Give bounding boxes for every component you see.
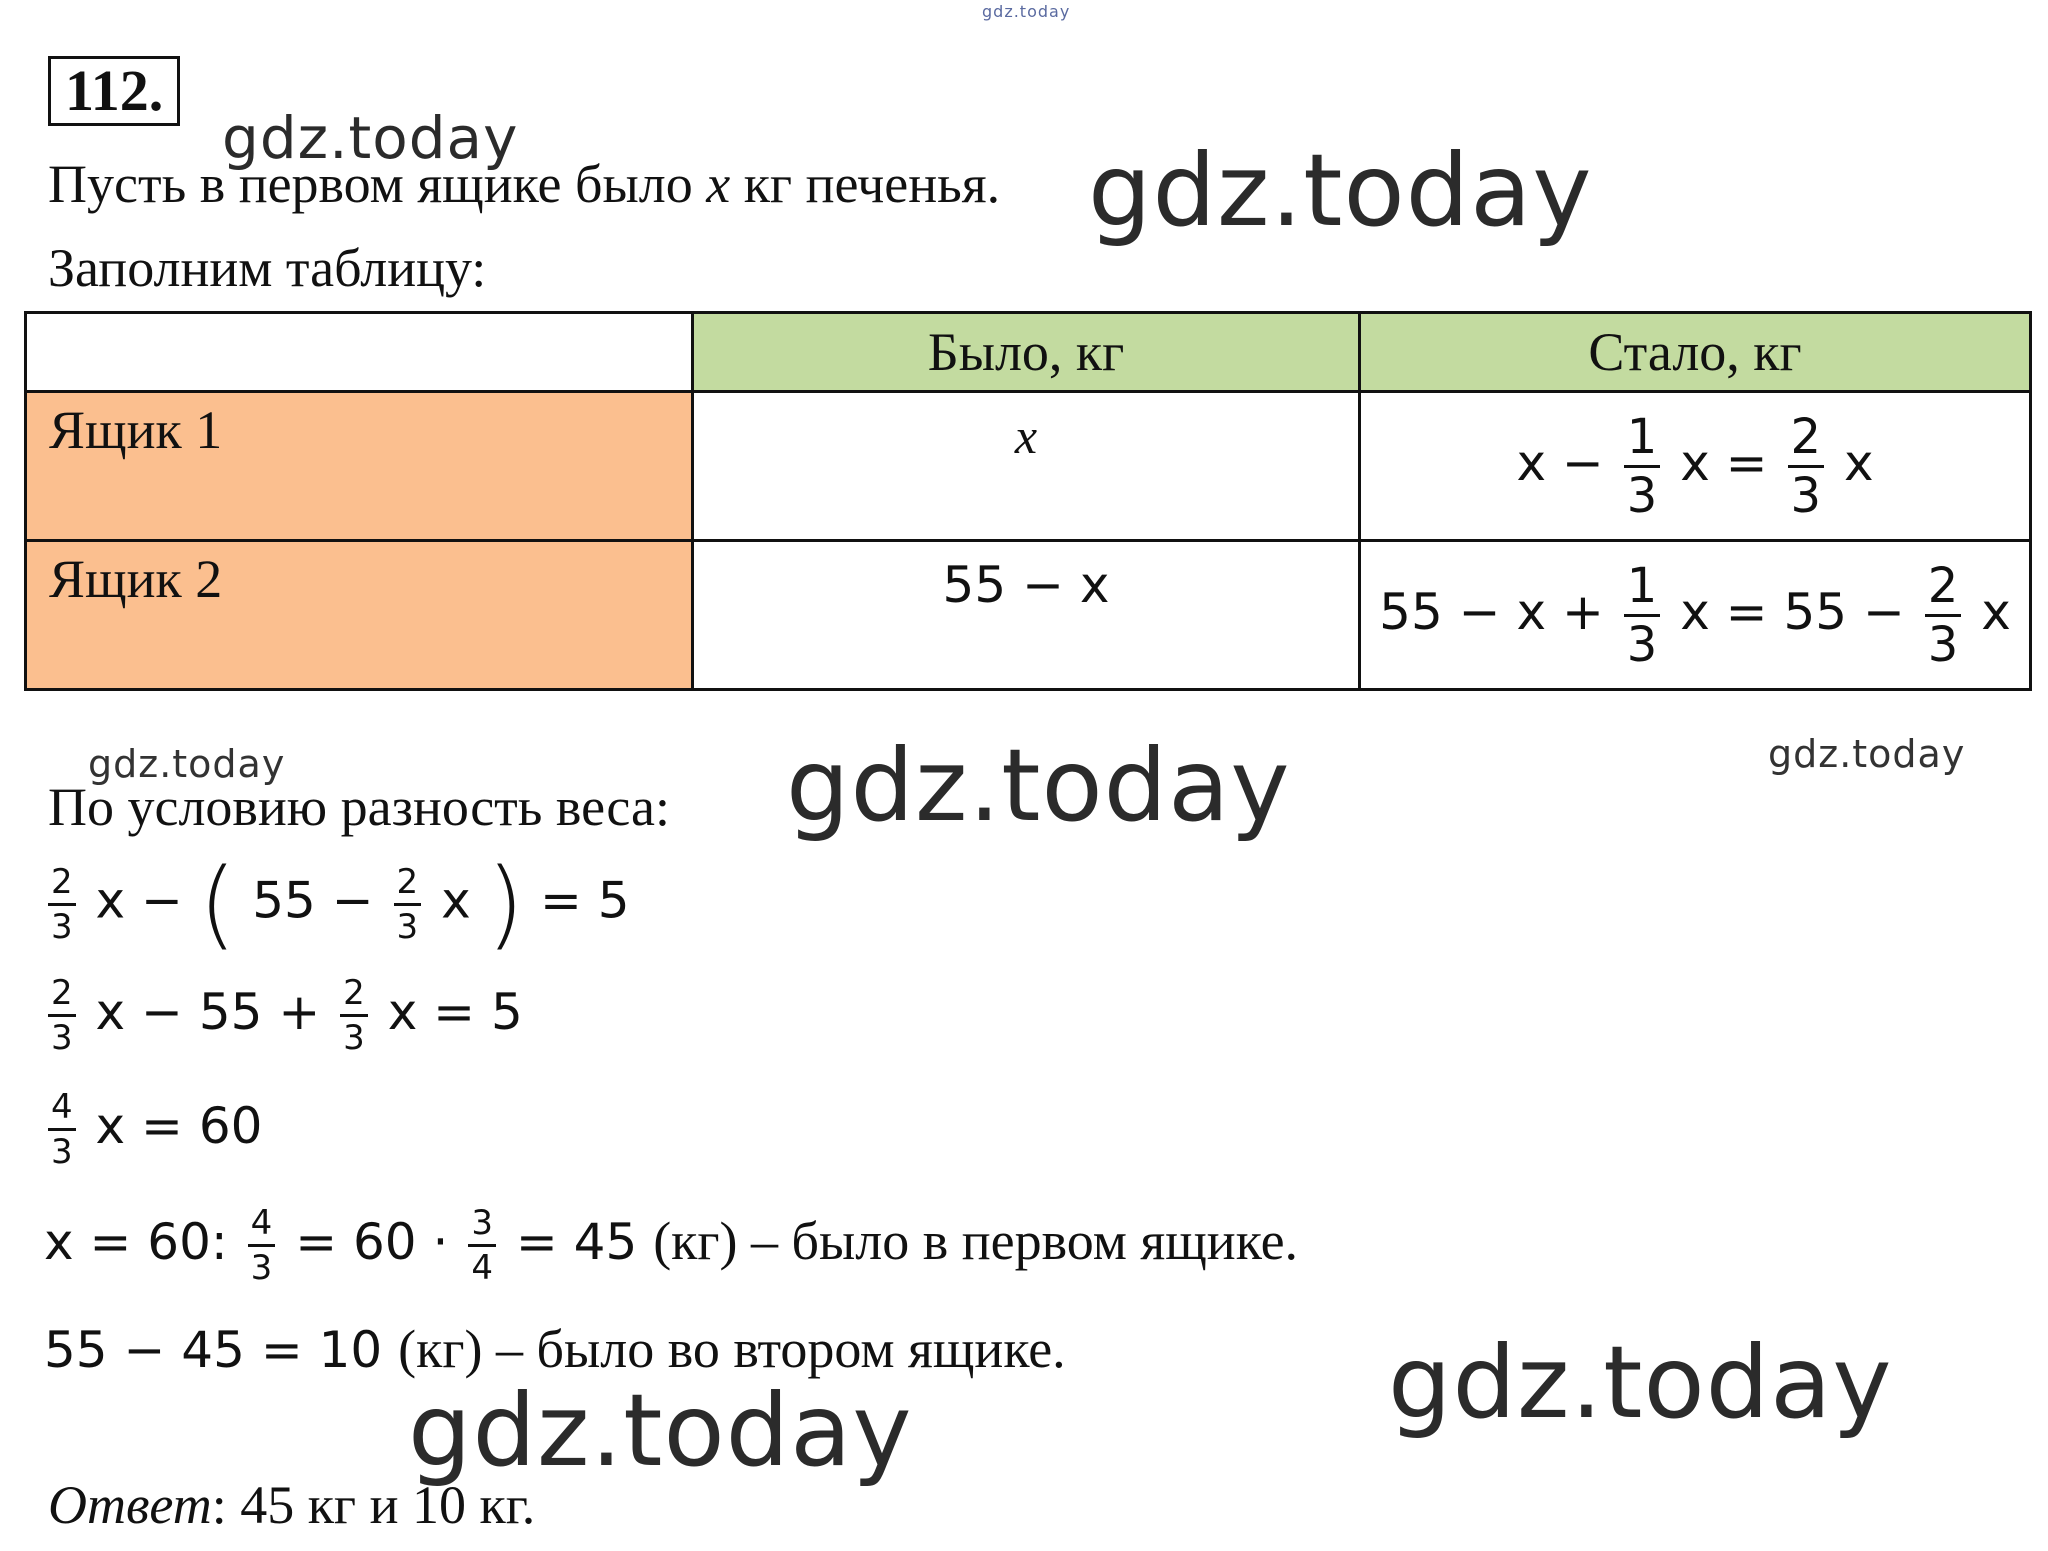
fraction-num: 1 — [1624, 562, 1661, 617]
fraction — [1788, 408, 1825, 524]
fraction-num: 4 — [248, 1206, 276, 1247]
was-value: 55 − x — [942, 556, 1110, 614]
eq-part: 55 − 45 = 10 — [44, 1321, 383, 1379]
equation-5 — [44, 1318, 1066, 1380]
intro-tail: кг печенья. — [743, 154, 1001, 214]
eq-note: (кг) – было во втором ящике. — [398, 1319, 1066, 1379]
equation-3 — [44, 1087, 263, 1172]
row-became — [1360, 392, 2031, 541]
fraction-num: 2 — [340, 976, 368, 1017]
intro-line: Пусть в первом ящике было — [48, 154, 693, 214]
fraction-den: 3 — [1626, 467, 1658, 524]
watermark-top: gdz.today — [982, 2, 1071, 21]
fraction-den: 3 — [250, 1248, 273, 1288]
became-mid: x = — [1680, 433, 1768, 492]
fraction-den: 3 — [1927, 616, 1959, 673]
equation-1 — [44, 848, 630, 960]
fraction-den: 3 — [396, 906, 419, 947]
was-value: x — [1014, 408, 1038, 464]
fraction — [340, 973, 368, 1058]
fraction-num: 1 — [1624, 413, 1661, 468]
watermark-1: gdz.today — [222, 104, 519, 172]
fraction-den: 3 — [1626, 616, 1658, 673]
watermark-4: gdz.today — [88, 742, 286, 786]
fraction-num: 2 — [48, 976, 76, 1017]
intro-sentence — [48, 153, 1000, 215]
row-was — [693, 541, 1360, 690]
problem-number: 112. — [48, 56, 180, 126]
header-became: Стало, кг — [1360, 313, 2031, 392]
eq-part: x — [441, 871, 471, 930]
table-header-row — [26, 313, 2031, 392]
fraction-den: 3 — [343, 1018, 365, 1058]
row-label: Ящик 2 — [26, 541, 693, 690]
condition-line: По условию разность веса: — [48, 777, 670, 837]
eq-rhs: x = 60 — [95, 1097, 263, 1155]
fraction — [394, 861, 422, 947]
equation-2 — [44, 973, 523, 1058]
became-left: x − — [1516, 433, 1604, 492]
eq-part: x = 60: — [44, 1213, 228, 1271]
row-label: Ящик 1 — [26, 392, 693, 541]
eq-part: = 60 · — [295, 1213, 449, 1271]
header-was: Было, кг — [693, 313, 1360, 392]
answer-line — [48, 1474, 535, 1536]
fraction — [48, 861, 76, 947]
became-mid: x = 55 − — [1680, 582, 1905, 641]
watermark-5: gdz.today — [786, 727, 1291, 844]
fraction — [248, 1203, 276, 1288]
fraction-num: 3 — [468, 1206, 496, 1247]
fraction-den: 3 — [1790, 467, 1822, 524]
watermark-7: gdz.today — [1388, 1324, 1893, 1441]
became-right: x — [1843, 433, 1874, 492]
fraction — [1925, 557, 1962, 673]
fill-table-line: Заполним таблицу: — [48, 238, 487, 298]
eq-rhs: = 5 — [539, 871, 630, 930]
eq-rhs: x = 5 — [387, 983, 523, 1041]
fraction — [1624, 557, 1661, 673]
paren-close: ) — [486, 848, 525, 960]
table-row — [26, 541, 2031, 690]
eq-part: x − — [95, 871, 183, 930]
fraction-num: 4 — [48, 1090, 76, 1131]
row-became — [1360, 541, 2031, 690]
watermark-2: gdz.today — [1088, 132, 1593, 249]
fraction — [1624, 408, 1661, 524]
fraction — [48, 1087, 76, 1172]
fraction-den: 3 — [51, 906, 73, 947]
fraction-num: 2 — [394, 865, 422, 906]
table-row — [26, 392, 2031, 541]
became-left: 55 − x + — [1379, 582, 1604, 641]
eq-rhs: = 45 — [515, 1213, 638, 1271]
fraction-num: 2 — [48, 865, 76, 906]
became-expression — [1361, 408, 2029, 524]
fraction — [468, 1203, 496, 1288]
eq-note: (кг) – было в первом ящике. — [653, 1211, 1299, 1271]
eq-part: 55 − — [252, 871, 374, 930]
paren-open: ( — [198, 848, 237, 960]
fraction-num: 2 — [1925, 562, 1962, 617]
became-right: x — [1981, 582, 2011, 641]
table-corner-cell — [26, 313, 693, 392]
became-expression — [1361, 557, 2029, 673]
fraction — [48, 973, 76, 1058]
watermark-6: gdz.today — [1768, 732, 1966, 776]
eq-part: x − 55 + — [95, 983, 321, 1041]
row-was — [693, 392, 1360, 541]
watermark-8: gdz.today — [408, 1372, 913, 1489]
equation-4 — [44, 1203, 1299, 1288]
answer-label: Ответ — [48, 1475, 212, 1535]
intro-var: x — [706, 154, 731, 214]
answer-text: : 45 кг и 10 кг. — [211, 1475, 536, 1535]
fraction-num: 2 — [1788, 413, 1825, 468]
fraction-den: 3 — [51, 1018, 73, 1058]
data-table — [24, 311, 2032, 691]
fraction-den: 4 — [471, 1248, 493, 1288]
fraction-den: 3 — [51, 1132, 73, 1172]
